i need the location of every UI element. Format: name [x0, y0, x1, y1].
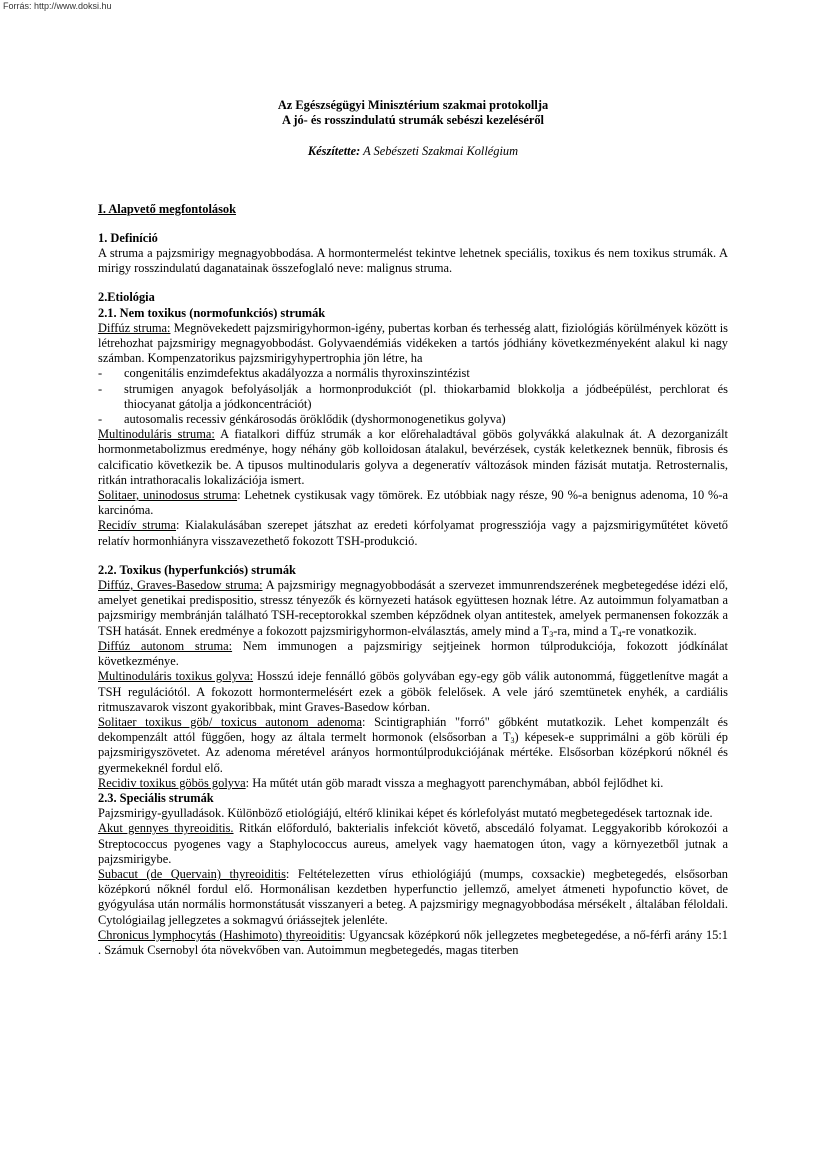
document-title-line2: A jó- és rosszindulatú strumák sebészi kezeléséről: [281, 113, 545, 128]
subscript: 3: [510, 736, 515, 746]
multitox-text: Hosszú ideje fennálló göbös golyvában egy-egy göb válik autonommá, függetlenítve magát a TSH regulációtól. A fokozott hormontermelésért ezek a göbök felelősek. A vele járó szemtünetek enyhék, a cardiális ritmuszavarok viszont gyakoribbak, mint Graves-Basedow kórban.: [98, 669, 728, 714]
hashimoto-paragraph: [98, 928, 728, 958]
akut-text: Ritkán előforduló, bakterialis infekciót követő, abscedáló folyamat. Leggyakoribb kórokozói a Streptococcus pyogenes vagy a Staphylococcus aureus, amelyek vagy haematogen úton, vagy a környezetből jutnak a pajzsmirigybe.: [98, 821, 728, 866]
subscript: 3: [549, 629, 554, 639]
diffuse-struma-paragraph: [98, 321, 728, 367]
soltox-label: Solitaer toxikus göb/ toxicus autonom adenoma: [98, 714, 363, 729]
recidtox-paragraph: [98, 776, 728, 791]
autonom-paragraph: [98, 639, 728, 669]
subacut-text: : Feltételezetten vírus ethiológiájú (mumps, coxsackie) megbetegedés, elsősorban középkorú nőknél fordul elő. Hormonálisan kezdetben hyperfunctio jellemző, amelyet átmeneti hypofunctio követ, de gyógyulása után normális hormonstátusát visszanyeri a beteg. A pajzsmirigy megnagyobbodása mérsékelt , általában féloldali. Cytológiailag jellegzetes a sokmagvú óriássejtek jelenléte.: [98, 866, 728, 927]
recidiv-text: : Kialakulásában szerepet játszhat az eredeti kórfolyamat progressziója vagy a pajzsmirigyműtétet követő relatív hormonhiányra visszavezethető fokozott TSH-produkció.: [98, 518, 728, 548]
recidiv-label: Recidív struma: [98, 518, 177, 533]
multitox-label: Multinoduláris toxikus golyva:: [98, 669, 254, 684]
soltox-text-a: : Scintigraphián "forró" gőbként mutatkozik. Lehet kompenzált és dekompenzált attól függően, hogy az általa termelt hormonok (elsősorban a T: [98, 714, 728, 745]
hashimoto-label: Chronicus lymphocytás (Hashimoto) thyreoiditis: [98, 927, 343, 942]
list-item: - strumigen anyagok befolyásolják a hormonprodukciót (pl. thiokarbamid blokkolja a jódbeépülést, perchlorat és thiocyanat gátolja a jódkoncentrációt): [98, 382, 728, 412]
multinodular-text: A fiatalkori diffúz strumák a kor előrehaladtával göbös golyvákká alakulnak át. A dezorganizált hormonmetabolizmus eredménye, hogy néhány göb kolloidosan átalakul, bevérzések, cysták keletkeznek bennük, fibrosis és calcificatio következik be. A tipusos multinodularis golyva a degeneratív változások minden fázisát mutatja. Retrosternalis, ritkán intrathoracalis lokalizációja ismert.: [98, 427, 729, 487]
author-name: A Sebészeti Szakmai Kollégium: [360, 144, 519, 159]
solitaer-label: Solitaer, uninodosus struma: [98, 488, 238, 503]
recidiv-paragraph: [98, 518, 728, 548]
special-text: Pajzsmirigy-gyulladások. Különböző etiológiájú, eltérő klinikai képet és kórlefolyást mutató megbetegedések tartoznak ide.: [98, 806, 713, 821]
diffuse-struma-text: Megnövekedett pajzsmirigyhormon-igény, pubertas korban és terhesség alatt, fiziológiás körülmények között is létrehozhat pajzsmirigy megnagyobbodást. Golyvaendémiás vidékeken a tartós jódhiány következményeként alakul ki nagy számban. Kompenzatorikus pajzsmirigyhypertrophia jön létre, ha: [98, 320, 728, 366]
subacut-label: Subacut (de Quervain) thyreoiditis: [98, 866, 286, 881]
recidtox-text: : Ha műtét után göb maradt vissza a meghagyott parenchymában, abból fejlődhet ki.: [245, 775, 664, 790]
graves-paragraph: [98, 578, 728, 639]
hashimoto-text: : Ugyancsak középkorú nők jellegzetes megbetegedése, a nő-férfi arány 15:1 . Számuk Csernobyl óta növekvőben van. Autoimmun megbetegedés, magas titerben: [98, 927, 729, 957]
cause-list: [98, 366, 728, 427]
definition-heading: 1. Definíció: [98, 230, 158, 245]
document-page: [98, 98, 728, 958]
nontoxic-heading: 2.1. Nem toxikus (normofunkciós) strumák: [98, 305, 326, 320]
list-item: - congenitális enzimdefektus akadályozza a normális thyroxinszintézist: [98, 366, 728, 381]
akut-label: Akut gennyes thyreoiditis.: [98, 821, 234, 836]
solitaer-paragraph: [98, 488, 728, 518]
akut-paragraph: [98, 821, 728, 867]
section-title: I. Alapvető megfontolások: [98, 201, 237, 216]
subscript: 4: [617, 629, 622, 639]
graves-text-b: -ra, mind a T: [553, 623, 618, 638]
document-title-line1: Az Egészségügyi Minisztérium szakmai protokollja: [277, 98, 549, 112]
multitox-paragraph: [98, 669, 728, 715]
author-line: [98, 144, 728, 159]
recidtox-label: Recidiv toxikus göbös golyva: [98, 775, 246, 790]
multinodular-label: Multinoduláris struma:: [98, 427, 215, 442]
graves-text-a: A pajzsmirigy megnagyobbodását a szervezet immunrendszerének megbetegedése idézi elő, amelyet genetikai predispositio, stressz tényezők és környezeti hatások együttesen hoznak létre. Az autoimmun folyamatban a pajzsmirigy membránján található TSH-receptorokkal szemben képződnek olyan antitestek, amelyek permanensen fokozzák a TSH hatását. Ennek eredménye a fokozott pajzsmirigyhormon-elválasztás, amely mind a T: [98, 578, 728, 638]
source-url: Forrás: http://www.doksi.hu: [3, 1, 112, 11]
special-heading: 2.3. Speciális strumák: [98, 790, 214, 805]
graves-text-c: -re vonatkozik.: [621, 623, 697, 638]
graves-label: Diffúz, Graves-Basedow struma:: [98, 578, 263, 593]
solitaer-text: : Lehetnek cystikusak vagy tömörek. Ez utóbbiak nagy része, 90 %-a benignus adenoma, 10 %-a karcinóma.: [98, 488, 728, 518]
soltox-paragraph: [98, 715, 728, 776]
multinodular-paragraph: [98, 427, 728, 488]
autonom-label: Diffúz autonom struma:: [98, 638, 233, 653]
list-item: - autosomalis recessiv génkárosodás öröklődik (dyshormonogenetikus golyva): [98, 412, 728, 427]
definition-text: A struma a pajzsmirigy megnagyobbodása. A hormontermelést tekintve lehetnek speciális, toxikus és nem toxikus strumák. A mirigy rosszindulatú daganatainak összefoglaló neve: malignus struma.: [98, 246, 728, 276]
soltox-text-b: ) képesek-e supprimálni a göb körüli ép pajzsmirigyszövetet. Az adenoma méretével arányos hormontúlprodukciójának mértéke. Elsősorban középkorú nőknél és gyermekeknél fordul elő.: [98, 730, 728, 775]
autonom-text: Nem immunogen a pajzsmirigy sejtjeinek hormon túlprodukciója, fokozott jódkínálat következménye.: [98, 638, 728, 669]
etiology-heading: 2.Etiológia: [98, 290, 155, 305]
author-label: Készítette:: [307, 144, 361, 159]
toxic-heading: 2.2. Toxikus (hyperfunkciós) strumák: [98, 562, 296, 577]
diffuse-struma-label: Diffúz struma:: [98, 320, 171, 335]
subacut-paragraph: [98, 867, 728, 928]
